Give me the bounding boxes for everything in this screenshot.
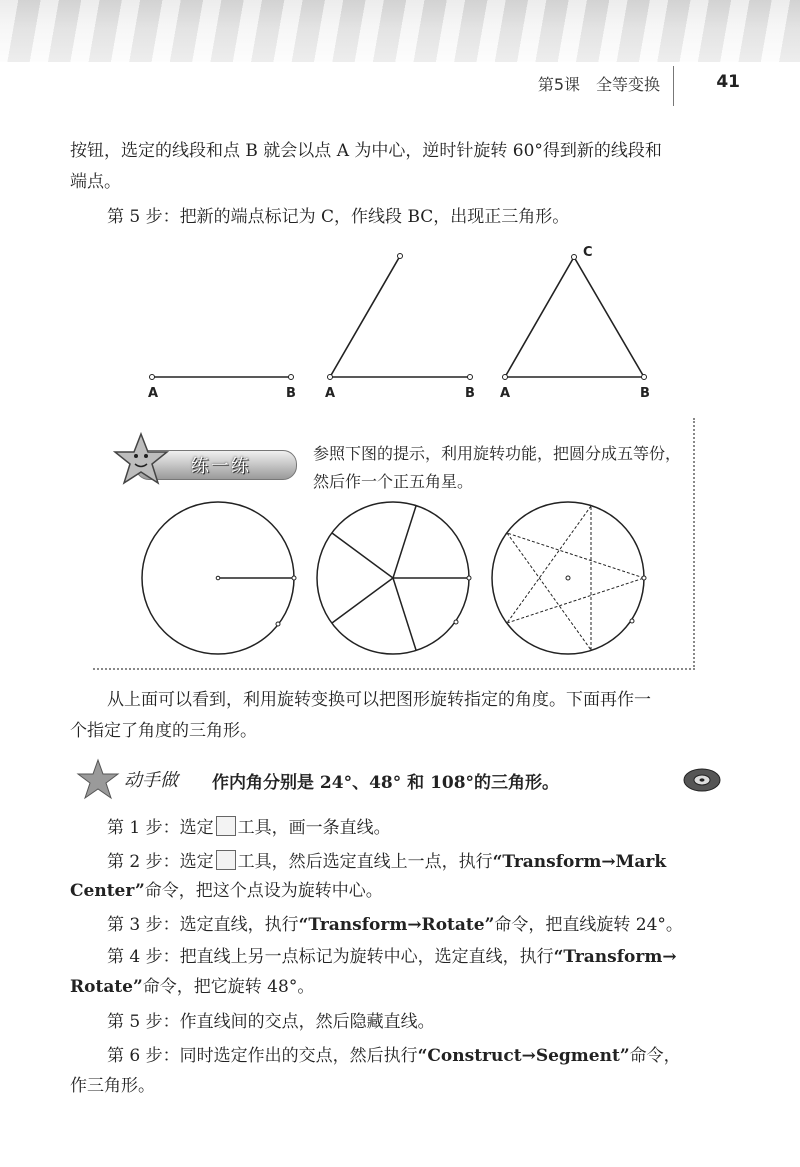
summary-line-1: 从上面可以看到，利用旋转变换可以把图形旋转指定的角度。下面再作一	[107, 690, 651, 710]
step-6-suffix: 命令，	[629, 1046, 681, 1066]
header-banner	[0, 0, 800, 62]
practice-badge	[111, 444, 281, 484]
label-a-3: A	[500, 386, 511, 401]
header-divider	[673, 66, 674, 106]
hands-on-title: 作内角分别是 24°、48° 和 108°的三角形。	[212, 773, 560, 793]
step-3-suffix: 命令，把直线旋转 24°。	[494, 915, 683, 935]
point-a-2	[328, 375, 333, 380]
star-point-extra	[630, 619, 634, 623]
step-2-continued	[70, 880, 383, 902]
division-point-1	[467, 576, 471, 580]
step-4-command-end: Rotate”	[70, 977, 143, 997]
label-c-3: C	[583, 245, 593, 260]
step-2-middle: 工具，然后选定直线上一点，执行	[237, 852, 493, 872]
triangle-side-bc	[574, 257, 644, 377]
step-1-prefix: 第 1 步：选定	[107, 818, 214, 838]
step-1	[107, 816, 391, 839]
point-b-3	[642, 375, 647, 380]
step-3	[107, 914, 683, 936]
triangle-side-ac	[505, 257, 574, 377]
star-edge-4	[507, 506, 591, 623]
intro-line-1: 按钮，选定的线段和点 B 就会以点 A 为中心，逆时针旋转 60°得到新的线段和	[70, 141, 662, 161]
triangle-construction-figure	[0, 240, 800, 410]
cd-icon	[682, 766, 722, 794]
radius-endpoint-1	[292, 576, 296, 580]
center-3	[566, 576, 570, 580]
step-4	[107, 946, 677, 968]
running-header	[440, 66, 740, 106]
pentagram	[507, 506, 644, 650]
label-b-2: B	[465, 386, 475, 401]
step-2	[107, 850, 666, 873]
center-1	[216, 576, 220, 580]
step-3-command: “Transform→Rotate”	[298, 915, 495, 935]
point-a-3	[503, 375, 508, 380]
star-mascot-icon	[111, 430, 171, 490]
step5-text: 第 5 步：把新的端点标记为 C，作线段 BC，出现正三角形。	[107, 207, 570, 227]
point-b-1	[289, 375, 294, 380]
intro-line-2: 端点。	[70, 172, 121, 192]
star-edge-5	[507, 578, 644, 623]
page-number: 41	[716, 72, 740, 92]
step-2-command: “Transform→Mark	[492, 852, 667, 872]
label-a-2: A	[325, 386, 336, 401]
step-6-continued: 作三角形。	[70, 1076, 155, 1096]
step-3-prefix: 第 3 步：选定直线，执行	[107, 915, 299, 935]
step-6	[107, 1045, 681, 1067]
hands-on-label: 动手做	[124, 770, 178, 791]
step-4-command: “Transform→	[553, 947, 677, 967]
practice-badge-label: 练一练	[191, 456, 251, 477]
step-2-command-end: Center”	[70, 881, 145, 901]
point-a-1	[150, 375, 155, 380]
step-6-prefix: 第 6 步：同时选定作出的交点，然后执行	[107, 1046, 418, 1066]
step-4-suffix: 命令，把它旋转 48°。	[142, 977, 315, 997]
hands-on-heading	[72, 768, 722, 804]
step-2-prefix: 第 2 步：选定	[107, 852, 214, 872]
lesson-title: 第5课 全等变换	[537, 75, 660, 94]
pentagram-construction-figure	[138, 498, 698, 658]
practice-instructions: 参照下图的提示，利用旋转功能，把圆分成五等份，然后作一个正五角星。	[313, 444, 682, 491]
line-tool-icon	[216, 816, 236, 836]
label-a-1: A	[148, 386, 159, 401]
label-b-1: B	[286, 386, 296, 401]
star-edge-2	[507, 533, 591, 650]
rotated-endpoint	[398, 254, 403, 259]
step-2-suffix: 命令，把这个点设为旋转中心。	[144, 881, 383, 901]
star-vertex-1	[642, 576, 646, 580]
step-5: 第 5 步：作直线间的交点，然后隐藏直线。	[107, 1012, 435, 1032]
practice-box	[93, 418, 695, 670]
step-4-continued	[70, 976, 314, 998]
summary-line-2: 个指定了角度的三角形。	[70, 721, 257, 741]
label-b-3: B	[640, 386, 650, 401]
step-6-command: “Construct→Segment”	[417, 1046, 630, 1066]
step-1-suffix: 工具，画一条直线。	[237, 818, 391, 838]
division-point-2	[454, 620, 458, 624]
spoke-2	[393, 578, 416, 650]
star-icon	[72, 758, 122, 802]
rotated-segment	[330, 256, 400, 377]
point-c-3	[572, 255, 577, 260]
point-b-2	[468, 375, 473, 380]
spoke-5	[393, 506, 416, 578]
star-edge-1	[507, 533, 644, 578]
point-on-circle-1	[276, 622, 280, 626]
spoke-3	[332, 578, 393, 623]
spoke-4	[332, 533, 393, 578]
arrow-select-tool-icon	[216, 850, 236, 870]
step-4-prefix: 第 4 步：把直线上另一点标记为旋转中心，选定直线，执行	[107, 947, 554, 967]
